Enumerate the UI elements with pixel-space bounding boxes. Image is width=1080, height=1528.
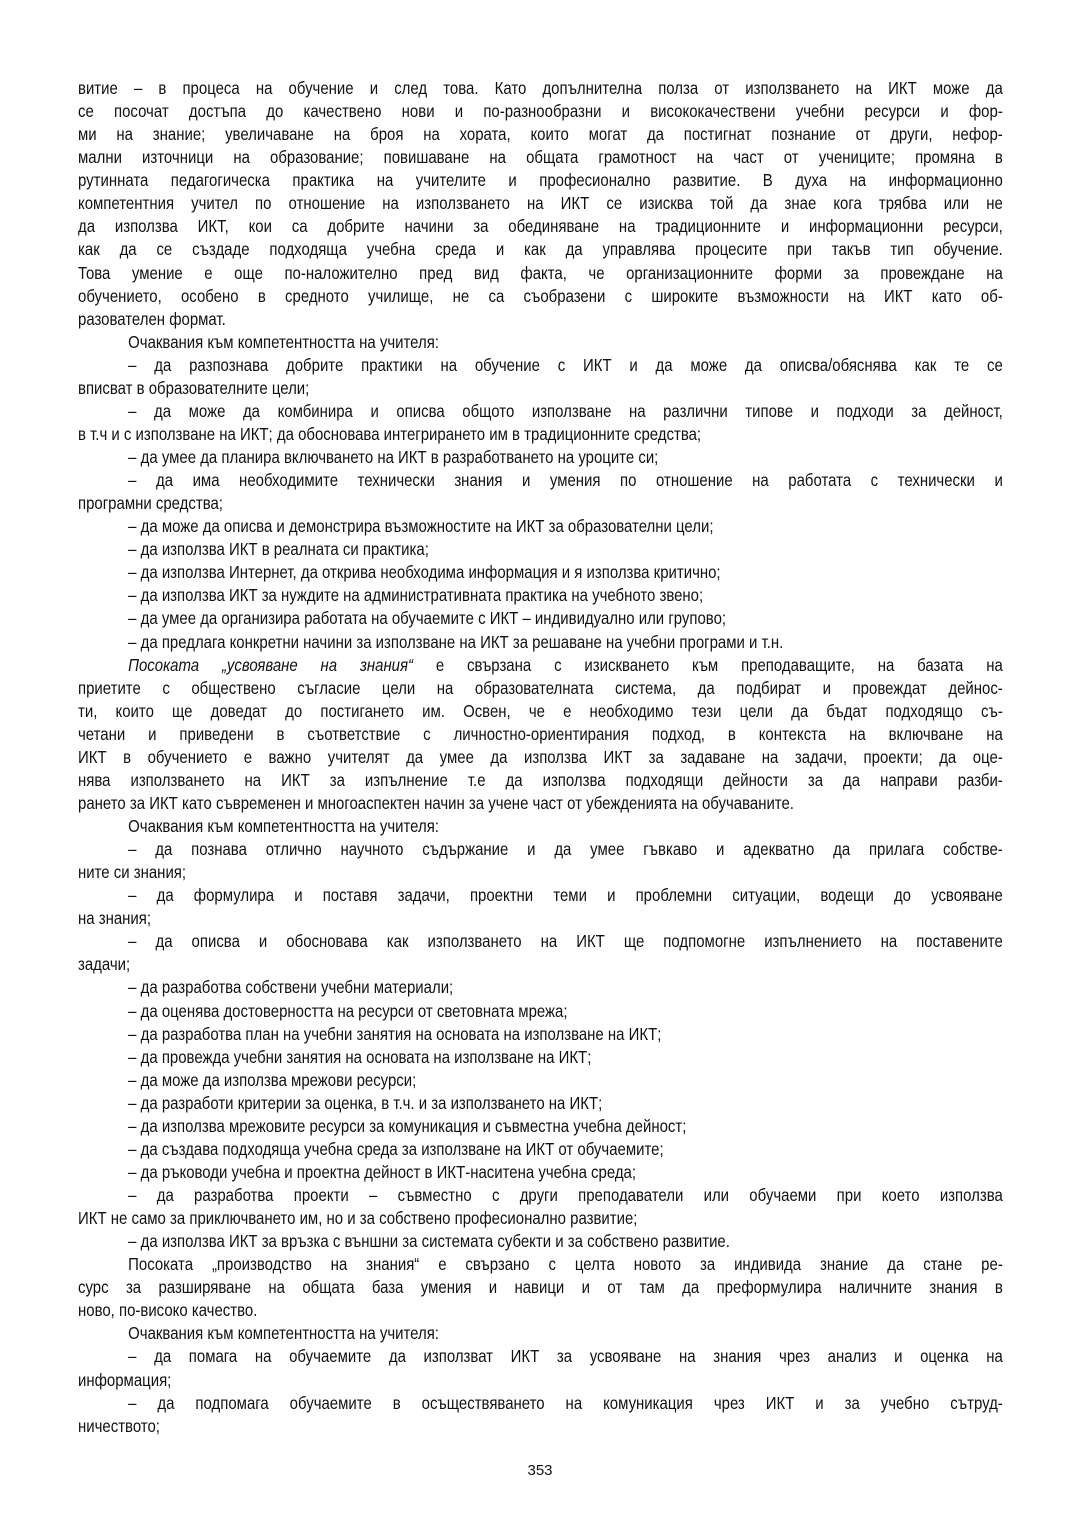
- text-line: информация;: [78, 1369, 172, 1390]
- paragraph: [78, 354, 1003, 400]
- paragraph: [78, 1230, 1003, 1253]
- paragraph: [78, 1069, 1003, 1092]
- paragraph: [78, 815, 1003, 838]
- text-line: как да се създаде подходяща учебна среда и как да управлява процесите при такъв тип обучение.: [78, 239, 1003, 260]
- paragraph: [78, 1092, 1003, 1115]
- text-line: витие – в процеса на обучение и след това. Като допълнителна полза от използването на ИКТ може да: [78, 78, 1003, 98]
- text-line: – да има необходимите технически знания и умения по отношение на работата с технически и: [128, 470, 1003, 491]
- text-line: обучението, особено в средното училище, не са съобразени с широките възможности на ИКТ като об-: [78, 285, 1003, 306]
- text-line: – да ръководи учебна и проектна дейност в ИКТ-наситена учебна среда;: [128, 1161, 637, 1182]
- text-line: – да разработва собствени учебни материали;: [128, 977, 454, 998]
- text-line: приетите с обществено съгласие цели на образователната система, да подбират и провеждат дейнос-: [78, 677, 1003, 698]
- paragraph: [78, 1161, 1003, 1184]
- paragraph: [78, 77, 1003, 331]
- text-line: – да използва ИКТ в реалната си практика;: [128, 539, 429, 560]
- text-line: – да може да използва мрежови ресурси;: [128, 1069, 417, 1090]
- page-number: 353: [527, 1462, 553, 1479]
- text-line: нява използването на ИКТ за изпълнение т.е да използва подходящи дейности за да направи разби-: [78, 769, 1003, 790]
- text-line: да използва ИКТ, кои са добрите начини за обединяване на традиционните и информационни ресурси,: [78, 216, 1003, 237]
- text-line: Очаквания към компетентността на учителя:: [128, 331, 439, 352]
- text-line: – да използва ИКТ за връзка с външни за системата субекти и за собствено развитие.: [128, 1231, 730, 1252]
- text-line: – да създава подходяща учебна среда за използване на ИКТ от обучаемите;: [128, 1138, 664, 1159]
- text-line: – да помага на обучаемите да използват ИКТ за усвояване на знания чрез анализ и оценка на: [128, 1346, 1003, 1367]
- paragraph: [78, 631, 1003, 654]
- paragraph: [78, 884, 1003, 930]
- text-line: Посоката „производство на знания“ е свързано с целта новото за индивида знание да стане ре-: [128, 1254, 1003, 1275]
- text-line: – да използва ИКТ за нуждите на административната практика на учебното звено;: [128, 585, 704, 606]
- text-line: ИКТ в обучението е важно учителят да умее да използва ИКТ за задаване на задачи, проекти; да оце-: [78, 746, 1003, 767]
- text-line: ти, които ще доведат до постигането им. Освен, че е необходимо тези цели да бъдат подходящо съ-: [78, 700, 1003, 721]
- paragraph: [78, 607, 1003, 630]
- text-line: – да разработва план на учебни занятия на основата на използване на ИКТ;: [128, 1023, 662, 1044]
- text-line: – да познава отлично научното съдържание и да умее гъвкаво и адекватно да прилага собстве-: [128, 839, 1003, 860]
- text-line: – да предлага конкретни начини за използване на ИКТ за решаване на учебни програми и т.н.: [128, 631, 784, 652]
- paragraph: [78, 1253, 1003, 1322]
- text-line: ми на знание; увеличаване на броя на хората, които могат да постигнат познание от други, нефор-: [78, 124, 1003, 145]
- text-line: рането за ИКТ като съвременен и многоаспектен начин за учене част от убежденията на обучаваните.: [78, 792, 794, 813]
- paragraph: [78, 1023, 1003, 1046]
- paragraph: [78, 1322, 1003, 1345]
- paragraph: [78, 1046, 1003, 1069]
- text-line: [78, 654, 1003, 677]
- text-line: в т.ч и с използване на ИКТ; да обосновава интегрирането им в традиционните средства;: [78, 423, 702, 444]
- text-line: Очаквания към компетентността на учителя:: [128, 816, 439, 836]
- text-line: се посочат достъпа до качествено нови и по-разнообразни и висококачествени учебни ресурси и фор-: [78, 101, 1003, 122]
- text-line: Очаквания към компетентността на учителя:: [128, 1323, 439, 1344]
- text-line: задачи;: [78, 954, 131, 975]
- paragraph: [78, 1392, 1003, 1438]
- paragraph: [78, 331, 1003, 354]
- paragraph: [78, 1000, 1003, 1023]
- text-line: – да умее да планира включването на ИКТ в разработването на уроците си;: [128, 447, 659, 467]
- text-line: – да може да комбинира и описва общото използване на различни типове и подходи за дейност,: [128, 400, 1003, 421]
- text-line: – да оценява достоверността на ресурси от световната мрежа;: [128, 1000, 568, 1021]
- text-line: на знания;: [78, 908, 152, 929]
- italic-term: Посоката „усвояване на знания“: [128, 654, 413, 675]
- text-line: ИКТ не само за приключването им, но и за собствено професионално развитие;: [78, 1208, 638, 1229]
- paragraph: [78, 1184, 1003, 1230]
- paragraph: [78, 400, 1003, 446]
- text-line: ните си знания;: [78, 862, 187, 883]
- text-line: – да умее да организира работата на обучаемите с ИКТ – индивидуално или групово;: [128, 608, 727, 629]
- paragraph: [78, 654, 1003, 815]
- text-line: – да разработва проекти – съвместно с други преподаватели или обучаеми при което използва: [128, 1185, 1003, 1205]
- paragraph: [78, 584, 1003, 607]
- text-line: – да може да описва и демонстрира възможностите на ИКТ за образователни цели;: [128, 516, 714, 537]
- line-rest: е свързана с изискването към преподаващите, на базата на: [412, 654, 1003, 675]
- text-line: Това умение е още по-наложително пред вид факта, че организационните форми за провеждане на: [78, 262, 1003, 283]
- text-line: вписват в образователните цели;: [78, 377, 310, 398]
- text-line: компетентния учител по отношение на използването на ИКТ се изисква той да знае кога трябва или не: [78, 193, 1003, 214]
- text-line: рутинната педагогическа практика на учителите и професионално развитие. В духа на информационно: [78, 170, 1003, 191]
- text-line: разователен формат.: [78, 308, 226, 329]
- text-line: ново, по-високо качество.: [78, 1300, 258, 1321]
- paragraph: [78, 1138, 1003, 1161]
- paragraph: [78, 838, 1003, 884]
- body-text: [78, 77, 1003, 1438]
- text-line: – да използва Интернет, да открива необходима информация и я използва критично;: [128, 562, 721, 583]
- paragraph: [78, 561, 1003, 584]
- paragraph: [78, 1345, 1003, 1391]
- paragraph: [78, 446, 1003, 469]
- text-line: – да подпомага обучаемите в осъществяването на комуникация чрез ИКТ и за учебно сътруд-: [128, 1392, 1003, 1413]
- text-line: четани и приведени в съответствие с личностно-ориентирания подход, в контекста на включване на: [78, 723, 1003, 744]
- text-line: – да използва мрежовите ресурси за комуникация и съвместна учебна дейност;: [128, 1115, 687, 1136]
- text-line: – да разработи критерии за оценка, в т.ч. и за използването на ИКТ;: [128, 1092, 603, 1113]
- text-line: – да разпознава добрите практики на обучение с ИКТ и да може да описва/обяснява как те се: [128, 354, 1003, 375]
- paragraph: [78, 515, 1003, 538]
- paragraph: [78, 469, 1003, 515]
- text-line: програмни средства;: [78, 493, 223, 514]
- text-line: – да формулира и поставя задачи, проектни теми и проблемни ситуации, водещи до усвояване: [128, 885, 1003, 906]
- paragraph: [78, 930, 1003, 976]
- text-line: ничеството;: [78, 1415, 160, 1436]
- text-line: сурс за разширяване на общата база умения и навици и от там да преформулира наличните знания в: [78, 1277, 1003, 1298]
- paragraph: [78, 976, 1003, 999]
- text-line: – да описва и обосновава как използването на ИКТ ще подпомогне изпълнението на поставените: [128, 931, 1003, 952]
- paragraph: [78, 1115, 1003, 1138]
- text-line: мални източници на образование; повишаване на общата грамотност на част от учениците; промяна в: [78, 147, 1003, 168]
- paragraph: [78, 538, 1003, 561]
- text-line: – да провежда учебни занятия на основата на използване на ИКТ;: [128, 1046, 592, 1067]
